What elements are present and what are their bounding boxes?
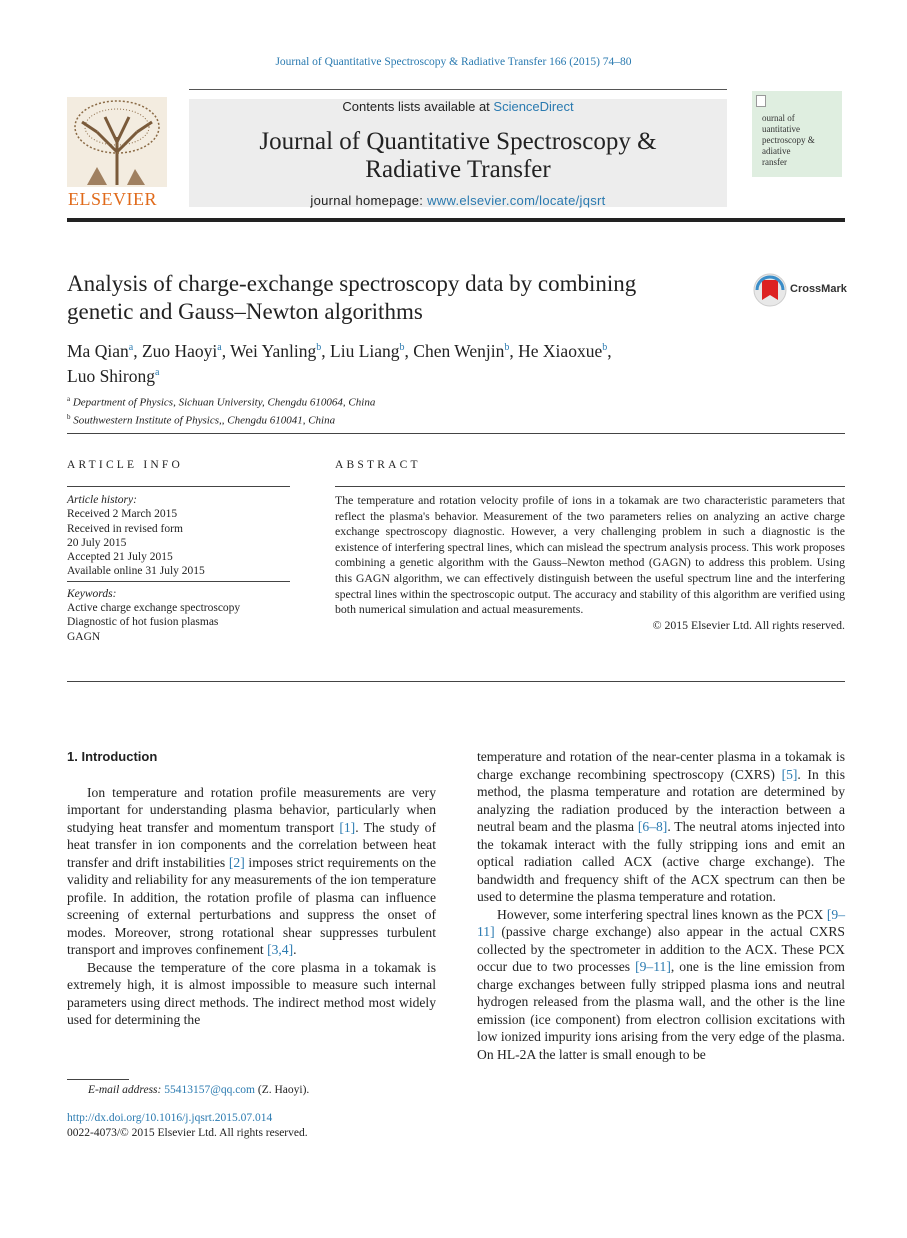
cover-badge-icon [756, 95, 766, 107]
author[interactable]: He Xiaoxue$^b$ [518, 340, 608, 361]
journal-homepage: journal homepage: www.elsevier.com/locate/jqsrt [310, 193, 606, 208]
homepage-link[interactable]: www.elsevier.com/locate/jqsrt [427, 193, 606, 208]
abstract-bottom-rule [67, 681, 845, 682]
affiliation-divider [67, 433, 845, 434]
keyword: Diagnostic of hot fusion plasmas [67, 616, 219, 629]
citation-link[interactable]: [9–11] [635, 959, 671, 974]
header-divider [67, 218, 845, 222]
section-heading: 1. Introduction [67, 749, 158, 764]
author[interactable]: Chen Wenjin$^b$ [413, 340, 510, 361]
history-item: Accepted 21 July 2015 [67, 551, 173, 564]
doi-link[interactable]: http://dx.doi.org/10.1016/j.jqsrt.2015.07.014 [67, 1112, 273, 1124]
citation-link[interactable]: [9–11] [477, 906, 845, 939]
paragraph: Ion temperature and rotation profile measurements are very important for understanding plasma behavior, particularly when studying heat transfer and momentum transport [1]. The study of heat transfer in ion components and the correlation between heat transfer and drift instabilities [2] imposes strict requirements on the validity and reliability for any measurements of the ion temperature profile. In addition, the rotation profile of plasma can influence screening of external perturbations and suppress the onset of modes. Moreover, strong rotational shear suppresses turbulent transport and improves confinement [3,4]. [67, 784, 436, 957]
crossmark-label: CrossMark [790, 283, 847, 295]
journal-cover-thumbnail[interactable] [752, 91, 842, 177]
journal-title: Journal of Quantitative Spectroscopy & Radiative Transfer [259, 128, 657, 183]
crossmark-button[interactable] [753, 273, 848, 307]
abstract-heading: ABSTRACT [335, 459, 421, 471]
abstract-copyright: © 2015 Elsevier Ltd. All rights reserved. [652, 617, 845, 632]
body-column-right [477, 748, 845, 1063]
abstract-text: The temperature and rotation velocity profile of ions in a tokamak are two characteristic parameters that reflect the plasma's behavior. Measurement of the two parameters relies on analyzing an active charge exchange spectroscopy diagnostic. However, a very challenging problem in such a diagnostic is the existence of interfering spectral lines, which can mislead the spectrum analysis process. This work proposes combining a genetic algorithm with the Gauss–Newton method (GAGN) to address this problem. Using this GAGN algorithm, we can effectively distinguish between the useful spectrum line and the interfering spectral lines within the spectroscopic output. The accuracy and stability of this algorithm are verified using both numerical simulation and actual measurements. [335, 493, 845, 617]
abstract-rule [335, 486, 845, 487]
paragraph: Because the temperature of the core plasma in a tokamak is extremely high, it is almost impossible to measure such internal parameters using direct methods. The indirect method most widely used for determining the [67, 959, 436, 1027]
journal-reference[interactable]: Journal of Quantitative Spectroscopy & Radiative Transfer 166 (2015) 74–80 [275, 56, 632, 68]
affiliations: $^a$ Department of Physics, Sichuan University, Chengdu 610064, China $^b$ Southwestern Institute of Physics,, Chengdu 610041, China [67, 395, 376, 427]
author[interactable]: Wei Yanling$^b$ [230, 340, 322, 361]
abstract [335, 493, 845, 633]
history-item: Received 2 March 2015 [67, 508, 178, 521]
keyword: GAGN [67, 630, 101, 643]
author[interactable]: Zuo Haoyi$^a$ [141, 340, 222, 361]
footnote-rule [67, 1079, 129, 1080]
sciencedirect-link[interactable]: ScienceDirect [493, 99, 574, 114]
elsevier-wordmark: ELSEVIER [68, 189, 157, 209]
journal-banner [189, 99, 727, 207]
history-rule [67, 581, 290, 582]
cover-title: ournal of uantitative pectroscopy & adiative ransfer [762, 113, 815, 167]
article-info: Article history: Received 2 March 2015 Received in revised form 20 July 2015 Accepted 21 July 2015 Available online 31 July 2015 Keywords: Active charge exchange spectroscopy Diagnostic of hot fusion plasmas GAGN [67, 493, 290, 644]
elsevier-logo[interactable] [67, 97, 167, 207]
citation-link[interactable]: [5] [781, 766, 798, 782]
email-link[interactable]: 55413157@qq.com [164, 1084, 255, 1096]
footnote: E-mail address: 55413157@qq.com (Z. Haoyi). [88, 1084, 310, 1096]
keyword: Active charge exchange spectroscopy [67, 602, 241, 615]
citation-link[interactable]: [2] [228, 854, 245, 870]
citation-link[interactable]: [3,4] [267, 942, 294, 957]
body-column-left [67, 748, 436, 1029]
contents-line: Contents lists available at ScienceDirect [342, 99, 574, 114]
citation-link[interactable]: [1] [339, 819, 356, 835]
history-item: 20 July 2015 [67, 536, 127, 549]
paragraph: temperature and rotation of the near-center plasma in a tokamak is charge exchange recombining spectroscopy (CXRS) [5]. In this method, the plasma temperature and rotation are determined by analyzing the radiation produced by the interaction between a neutral beam and the plasma [6–8]. The neutral atoms injected into the tokamak interact with the fully stripping ions and emit an optical radiation called ACX (active charge exchange). The bandwidth and frequency shift of the ACX spectrum can then be used to determine the plasma temperature and rotation. [477, 749, 845, 904]
citation-link[interactable]: [6–8] [637, 819, 668, 834]
history-item: Received in revised form [67, 522, 183, 535]
history-item: Available online 31 July 2015 [67, 565, 205, 578]
author[interactable]: Luo Shirong$^a$ [67, 365, 160, 386]
paragraph: However, some interfering spectral lines known as the PCX [9–11] (passive charge exchange) also appear in the actual CXRS collected by the spectrometer in addition to the ACX. These PCX occur due to two processes [9–11], one is the line emission from charge exchanges between fully stripped plasma ions and neutral hydrogen released from the plasma wall, and the other is the line emission (ice component) from electron collision excitations with low ionized impurity ions arising from the very edge of the plasma. On HL-2A the latter is small enough to be [477, 906, 845, 1062]
article-info-heading: ARTICLE INFO [67, 459, 183, 471]
crossmark-icon [753, 273, 787, 307]
author[interactable]: Liu Liang$^b$ [330, 340, 405, 361]
author-list: Ma Qian$^a$, Zuo Haoyi$^a$, Wei Yanling$^b$, Liu Liang$^b$, Chen Wenjin$^b$, He Xiaoxue$^b$, Luo Shirong$^a$ [67, 340, 612, 386]
article-info-rule [67, 486, 290, 487]
issn-copyright: 0022-4073/© 2015 Elsevier Ltd. All rights reserved. [67, 1127, 308, 1139]
article-title: Analysis of charge-exchange spectroscopy data by combining genetic and Gauss–Newton algorithms [67, 271, 637, 324]
author[interactable]: Ma Qian$^a$ [67, 340, 134, 361]
header-top-rule [189, 89, 727, 90]
